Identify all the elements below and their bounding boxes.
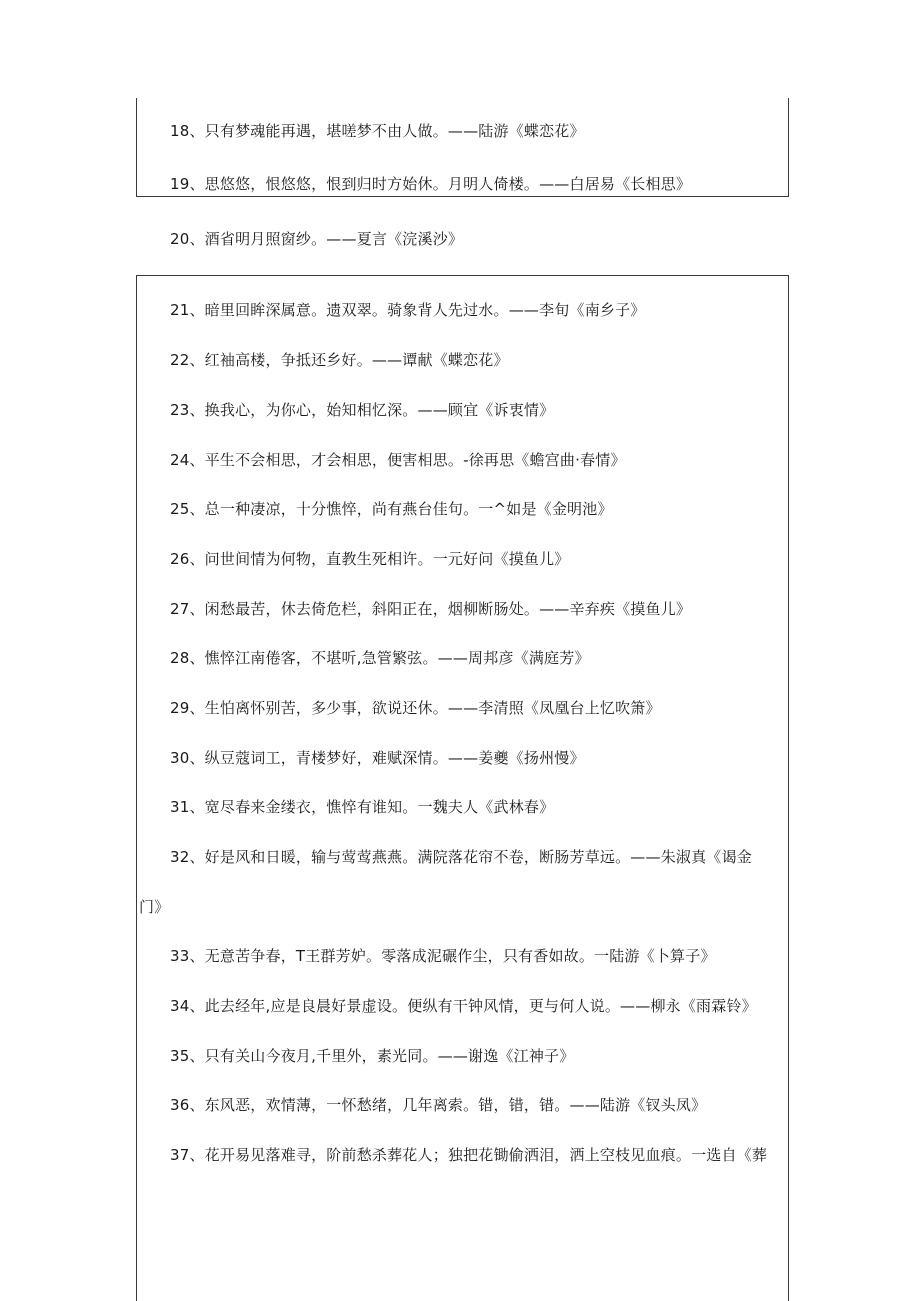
quote-line: 37、花开易见落难寻，阶前愁杀葬花人；独把花锄偷洒泪，洒上空枝见血痕。一选自《葬 [170, 1146, 768, 1164]
quote-line: 28、憔悴江南倦客，不堪听,急管繁弦。——周邦彦《满庭芳》 [170, 649, 590, 667]
quote-line: 26、问世间情为何物，直教生死相许。一元好问《摸鱼儿》 [170, 550, 570, 568]
quote-line: 27、闲愁最苦，休去倚危栏，斜阳正在，烟柳断肠处。——辛弃疾《摸鱼儿》 [170, 600, 692, 618]
quote-line: 31、宽尽春来金缕衣，憔悴有谁知。一魏夫人《武林春》 [170, 798, 555, 816]
quote-line: 25、总一种凄凉，十分憔悴，尚有燕台佳句。一^如是《金明池》 [170, 500, 613, 518]
quote-line-continued: 门》 [139, 898, 170, 916]
quote-line: 34、此去经年,应是良晨好景虚设。便纵有干钟风情，更与何人说。——柳永《雨霖铃》 [170, 997, 757, 1015]
quote-line: 29、生怕离怀别苦，多少事，欲说还休。——李清照《凤凰台上忆吹箫》 [170, 699, 661, 717]
quote-line: 20、酒省明月照窗纱。——夏言《浣溪沙》 [170, 230, 464, 248]
quote-line: 36、东风恶，欢情薄，一怀愁绪，几年离索。错，错，错。——陆游《钗头凤》 [170, 1096, 707, 1114]
quote-line: 23、换我心，为你心，始知相忆深。——顾宜《诉衷情》 [170, 401, 555, 419]
quote-line: 21、暗里回眸深属意。遗双翠。骑象背人先过水。——李旬《南乡子》 [170, 301, 646, 319]
quote-line: 35、只有关山今夜月,千里外，素光同。——谢逸《江神子》 [170, 1047, 575, 1065]
quote-line: 22、红袖高楼，争抵还乡好。——谭献《蝶恋花》 [170, 351, 509, 369]
quote-line: 19、思悠悠，恨悠悠，恨到归时方始休。月明人倚楼。——白居易《长相思》 [170, 175, 692, 193]
quote-line: 18、只有梦魂能再遇，堪嗟梦不由人做。——陆游《蝶恋花》 [170, 122, 585, 140]
quote-line: 24、平生不会相思，才会相思，便害相思。-徐再思《蟾宫曲·春情》 [170, 451, 626, 469]
quote-line: 33、无意苦争春，T王群芳妒。零落成泥碾作尘，只有香如故。一陆游《卜算子》 [170, 947, 716, 965]
quote-line: 32、好是风和日暖，输与莺莺燕燕。满院落花帘不卷，断肠芳草远。——朱淑真《谒金 [170, 848, 752, 866]
quote-line: 30、纵豆蔻词工，青楼梦好，难赋深情。——姜夔《扬州慢》 [170, 749, 585, 767]
